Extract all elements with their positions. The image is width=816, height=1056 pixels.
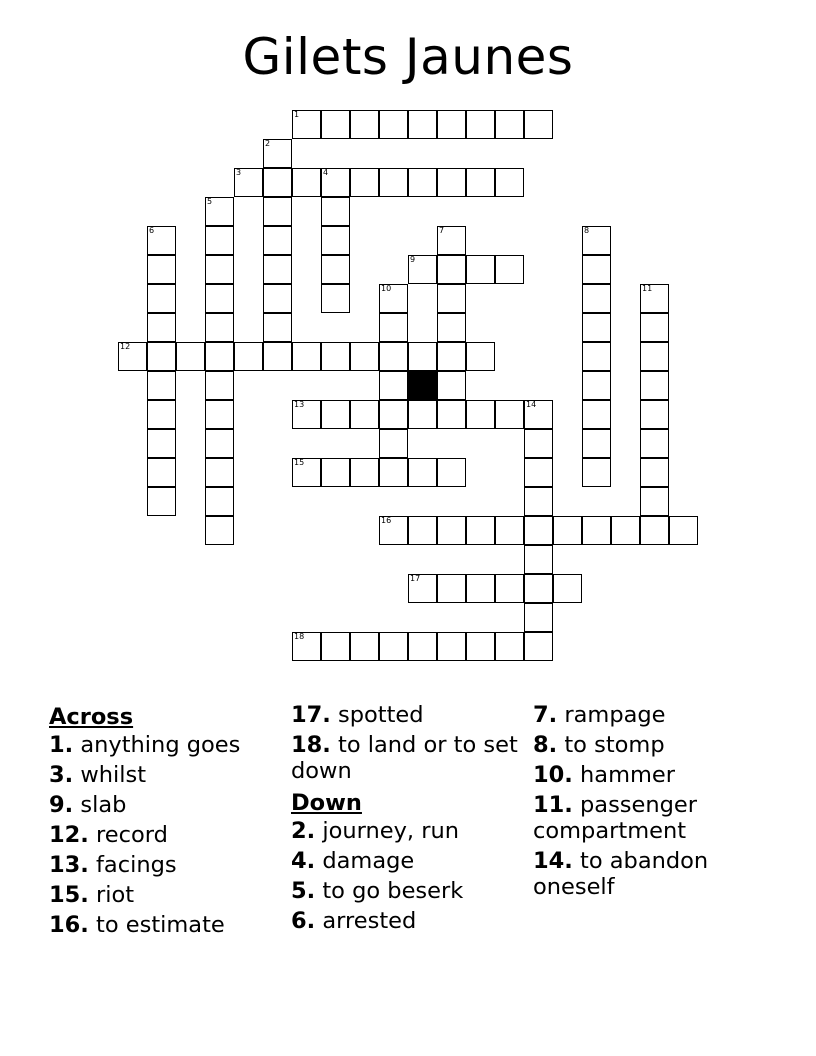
- grid-cell[interactable]: [582, 313, 611, 342]
- grid-cell[interactable]: [350, 168, 379, 197]
- clue-text: slab: [80, 792, 127, 818]
- clue-number-label: 16: [381, 516, 392, 525]
- grid-cell[interactable]: [147, 371, 176, 400]
- grid-cell[interactable]: [379, 371, 408, 400]
- clue-number: 13.: [49, 852, 89, 878]
- grid-cell[interactable]: [321, 458, 350, 487]
- grid-cell[interactable]: [640, 313, 669, 342]
- grid-cell[interactable]: [350, 400, 379, 429]
- clue-number: 4.: [291, 848, 316, 874]
- grid-cell[interactable]: [321, 255, 350, 284]
- grid-cell[interactable]: [408, 255, 437, 284]
- clue-text: whilst: [80, 762, 147, 788]
- grid-cell[interactable]: [205, 516, 234, 545]
- grid-cell[interactable]: [321, 168, 350, 197]
- grid-cell[interactable]: [640, 516, 669, 545]
- grid-cell[interactable]: [205, 400, 234, 429]
- grid-cell[interactable]: [524, 400, 553, 429]
- grid-cell[interactable]: [379, 400, 408, 429]
- grid-cell[interactable]: [350, 458, 379, 487]
- grid-cell[interactable]: [408, 110, 437, 139]
- clue-across-18: [291, 732, 521, 788]
- clue-number: 18.: [291, 732, 331, 758]
- clue-text: anything goes: [80, 732, 241, 758]
- grid-cell[interactable]: [582, 516, 611, 545]
- grid-cell[interactable]: [524, 632, 553, 661]
- grid-cell[interactable]: [437, 632, 466, 661]
- grid-cell[interactable]: [466, 516, 495, 545]
- clue-number-label: 12: [120, 342, 131, 351]
- grid-cell[interactable]: [379, 342, 408, 371]
- grid-cell[interactable]: [379, 429, 408, 458]
- clue-text: to estimate: [96, 912, 225, 938]
- clue-text: arrested: [322, 908, 417, 934]
- grid-cell[interactable]: [466, 168, 495, 197]
- grid-cell[interactable]: [176, 342, 205, 371]
- clue-number-label: 8: [584, 226, 590, 235]
- grid-cell[interactable]: [205, 342, 234, 371]
- clues-column-1: [49, 702, 279, 942]
- clue-number: 16.: [49, 912, 89, 938]
- grid-cell[interactable]: [147, 429, 176, 458]
- grid-cell[interactable]: [524, 516, 553, 545]
- clue-text: record: [96, 822, 168, 848]
- grid-cell[interactable]: [495, 255, 524, 284]
- clue-across-13: [49, 852, 279, 882]
- grid-cell[interactable]: [437, 400, 466, 429]
- grid-cell[interactable]: [582, 458, 611, 487]
- grid-cell[interactable]: [408, 458, 437, 487]
- grid-cell[interactable]: [553, 516, 582, 545]
- grid-cell[interactable]: [292, 168, 321, 197]
- clue-number: 2.: [291, 818, 316, 844]
- grid-cell[interactable]: [524, 487, 553, 516]
- grid-cell[interactable]: [292, 458, 321, 487]
- page-title: Gilets Jaunes: [242, 28, 574, 86]
- grid-cell[interactable]: [118, 342, 147, 371]
- grid-cell[interactable]: [147, 284, 176, 313]
- grid-cell[interactable]: [437, 226, 466, 255]
- grid-cell[interactable]: [582, 429, 611, 458]
- grid-cell[interactable]: [263, 284, 292, 313]
- grid-cell[interactable]: [408, 342, 437, 371]
- grid-cell[interactable]: [379, 284, 408, 313]
- clue-down-10: [533, 762, 783, 792]
- clue-text: journey, run: [322, 818, 459, 844]
- grid-cell[interactable]: [379, 516, 408, 545]
- clue-text: to land or to set down: [291, 732, 518, 784]
- clue-down-2: [291, 818, 521, 848]
- clue-number-label: 2: [265, 139, 271, 148]
- grid-cell[interactable]: [466, 400, 495, 429]
- grid-cell[interactable]: [292, 632, 321, 661]
- grid-cell[interactable]: [379, 313, 408, 342]
- clue-across-15: [49, 882, 279, 912]
- grid-cell[interactable]: [495, 516, 524, 545]
- grid-cell[interactable]: [640, 284, 669, 313]
- grid-cell[interactable]: [640, 429, 669, 458]
- black-square: [408, 371, 437, 400]
- clue-across-12: [49, 822, 279, 852]
- grid-cell[interactable]: [321, 226, 350, 255]
- clue-across-9: [49, 792, 279, 822]
- clue-number-label: 18: [294, 632, 305, 641]
- grid-cell[interactable]: [466, 110, 495, 139]
- clue-number-label: 4: [323, 168, 329, 177]
- grid-cell[interactable]: [495, 574, 524, 603]
- grid-cell[interactable]: [408, 574, 437, 603]
- clue-down-7: [533, 702, 783, 732]
- grid-cell[interactable]: [408, 400, 437, 429]
- clue-number-label: 6: [149, 226, 155, 235]
- grid-cell[interactable]: [524, 545, 553, 574]
- clue-number: 3.: [49, 762, 74, 788]
- grid-cell[interactable]: [524, 458, 553, 487]
- grid-cell[interactable]: [524, 603, 553, 632]
- clue-number: 10.: [533, 762, 573, 788]
- down-heading: Down: [291, 790, 362, 816]
- clue-number: 15.: [49, 882, 89, 908]
- grid-cell[interactable]: [466, 255, 495, 284]
- clue-number-label: 17: [410, 574, 421, 583]
- grid-cell[interactable]: [640, 371, 669, 400]
- grid-cell[interactable]: [234, 168, 263, 197]
- grid-cell[interactable]: [582, 226, 611, 255]
- clue-number: 6.: [291, 908, 316, 934]
- grid-cell[interactable]: [205, 429, 234, 458]
- grid-cell[interactable]: [524, 110, 553, 139]
- clue-number: 1.: [49, 732, 74, 758]
- grid-cell[interactable]: [263, 313, 292, 342]
- grid-cell[interactable]: [321, 110, 350, 139]
- grid-cell[interactable]: [437, 342, 466, 371]
- clue-across-17: [291, 702, 521, 732]
- clue-text: passenger compartment: [533, 792, 698, 844]
- clue-down-4: [291, 848, 521, 878]
- grid-cell[interactable]: [205, 284, 234, 313]
- clue-text: rampage: [564, 702, 666, 728]
- grid-cell[interactable]: [321, 400, 350, 429]
- grid-cell[interactable]: [611, 516, 640, 545]
- grid-cell[interactable]: [582, 371, 611, 400]
- grid-cell[interactable]: [379, 458, 408, 487]
- clue-number-label: 9: [410, 255, 416, 264]
- grid-cell[interactable]: [582, 255, 611, 284]
- grid-cell[interactable]: [205, 313, 234, 342]
- clue-across-3: [49, 762, 279, 792]
- clue-number: 12.: [49, 822, 89, 848]
- clue-number-label: 13: [294, 400, 305, 409]
- grid-cell[interactable]: [292, 342, 321, 371]
- clue-down-14: [533, 848, 783, 904]
- grid-cell[interactable]: [321, 632, 350, 661]
- clues-column-3: [533, 702, 783, 904]
- clue-down-6: [291, 908, 521, 938]
- clue-number: 9.: [49, 792, 74, 818]
- clue-text: to stomp: [564, 732, 665, 758]
- grid-cell[interactable]: [263, 197, 292, 226]
- clue-down-11: [533, 792, 783, 848]
- grid-cell[interactable]: [205, 226, 234, 255]
- grid-cell[interactable]: [263, 342, 292, 371]
- grid-cell[interactable]: [437, 168, 466, 197]
- clue-number-label: 7: [439, 226, 445, 235]
- grid-cell[interactable]: [147, 342, 176, 371]
- grid-cell[interactable]: [321, 284, 350, 313]
- grid-cell[interactable]: [205, 458, 234, 487]
- clue-number: 8.: [533, 732, 558, 758]
- clue-number-label: 5: [207, 197, 213, 206]
- clue-down-8: [533, 732, 783, 762]
- grid-cell[interactable]: [379, 168, 408, 197]
- grid-cell[interactable]: [640, 342, 669, 371]
- grid-cell[interactable]: [495, 168, 524, 197]
- grid-cell[interactable]: [408, 516, 437, 545]
- grid-cell[interactable]: [350, 632, 379, 661]
- grid-cell[interactable]: [466, 632, 495, 661]
- clue-across-1: [49, 732, 279, 762]
- clue-number: 11.: [533, 792, 573, 818]
- clue-number-label: 14: [526, 400, 537, 409]
- clue-number: 5.: [291, 878, 316, 904]
- grid-cell[interactable]: [205, 197, 234, 226]
- clue-text: spotted: [338, 702, 424, 728]
- grid-cell[interactable]: [147, 226, 176, 255]
- grid-cell[interactable]: [495, 110, 524, 139]
- grid-cell[interactable]: [379, 110, 408, 139]
- clue-number-label: 11: [642, 284, 653, 293]
- clue-down-5: [291, 878, 521, 908]
- grid-cell[interactable]: [408, 168, 437, 197]
- grid-cell[interactable]: [437, 516, 466, 545]
- grid-cell[interactable]: [292, 400, 321, 429]
- clue-number: 14.: [533, 848, 573, 874]
- grid-cell[interactable]: [437, 255, 466, 284]
- clue-number-label: 15: [294, 458, 305, 467]
- grid-cell[interactable]: [350, 342, 379, 371]
- clue-number-label: 3: [236, 168, 242, 177]
- grid-cell[interactable]: [466, 574, 495, 603]
- grid-cell[interactable]: [408, 632, 437, 661]
- grid-cell[interactable]: [147, 487, 176, 516]
- grid-cell[interactable]: [263, 226, 292, 255]
- grid-cell[interactable]: [321, 342, 350, 371]
- grid-cell[interactable]: [147, 458, 176, 487]
- grid-cell[interactable]: [640, 400, 669, 429]
- clue-number-label: 1: [294, 110, 300, 119]
- grid-cell[interactable]: [147, 313, 176, 342]
- grid-cell[interactable]: [437, 371, 466, 400]
- clue-text: hammer: [580, 762, 675, 788]
- clue-text: damage: [322, 848, 415, 874]
- grid-cell[interactable]: [205, 255, 234, 284]
- grid-cell[interactable]: [553, 574, 582, 603]
- grid-cell[interactable]: [437, 574, 466, 603]
- grid-cell[interactable]: [379, 632, 408, 661]
- grid-cell[interactable]: [437, 110, 466, 139]
- grid-cell[interactable]: [205, 487, 234, 516]
- grid-cell[interactable]: [321, 197, 350, 226]
- grid-cell[interactable]: [437, 284, 466, 313]
- grid-cell[interactable]: [437, 458, 466, 487]
- clues-column-2: [291, 702, 521, 938]
- grid-cell[interactable]: [582, 342, 611, 371]
- clue-text: riot: [96, 882, 135, 908]
- grid-cell[interactable]: [669, 516, 698, 545]
- grid-cell[interactable]: [437, 313, 466, 342]
- grid-cell[interactable]: [524, 574, 553, 603]
- grid-cell[interactable]: [640, 458, 669, 487]
- clue-text: to abandon oneself: [533, 848, 709, 900]
- grid-cell[interactable]: [147, 255, 176, 284]
- grid-cell[interactable]: [234, 342, 263, 371]
- grid-cell[interactable]: [350, 110, 379, 139]
- grid-cell[interactable]: [263, 139, 292, 168]
- clue-text: facings: [96, 852, 177, 878]
- grid-cell[interactable]: [147, 400, 176, 429]
- grid-cell[interactable]: [582, 400, 611, 429]
- clue-across-16: [49, 912, 279, 942]
- grid-cell[interactable]: [292, 110, 321, 139]
- grid-cell[interactable]: [205, 371, 234, 400]
- grid-cell[interactable]: [263, 168, 292, 197]
- clue-number-label: 10: [381, 284, 392, 293]
- clue-number: 17.: [291, 702, 331, 728]
- grid-cell[interactable]: [524, 429, 553, 458]
- grid-cell[interactable]: [263, 255, 292, 284]
- grid-cell[interactable]: [640, 487, 669, 516]
- grid-cell[interactable]: [466, 342, 495, 371]
- grid-cell[interactable]: [495, 400, 524, 429]
- clue-text: to go beserk: [322, 878, 464, 904]
- clue-number: 7.: [533, 702, 558, 728]
- grid-cell[interactable]: [582, 284, 611, 313]
- across-heading: Across: [49, 704, 134, 730]
- grid-cell[interactable]: [495, 632, 524, 661]
